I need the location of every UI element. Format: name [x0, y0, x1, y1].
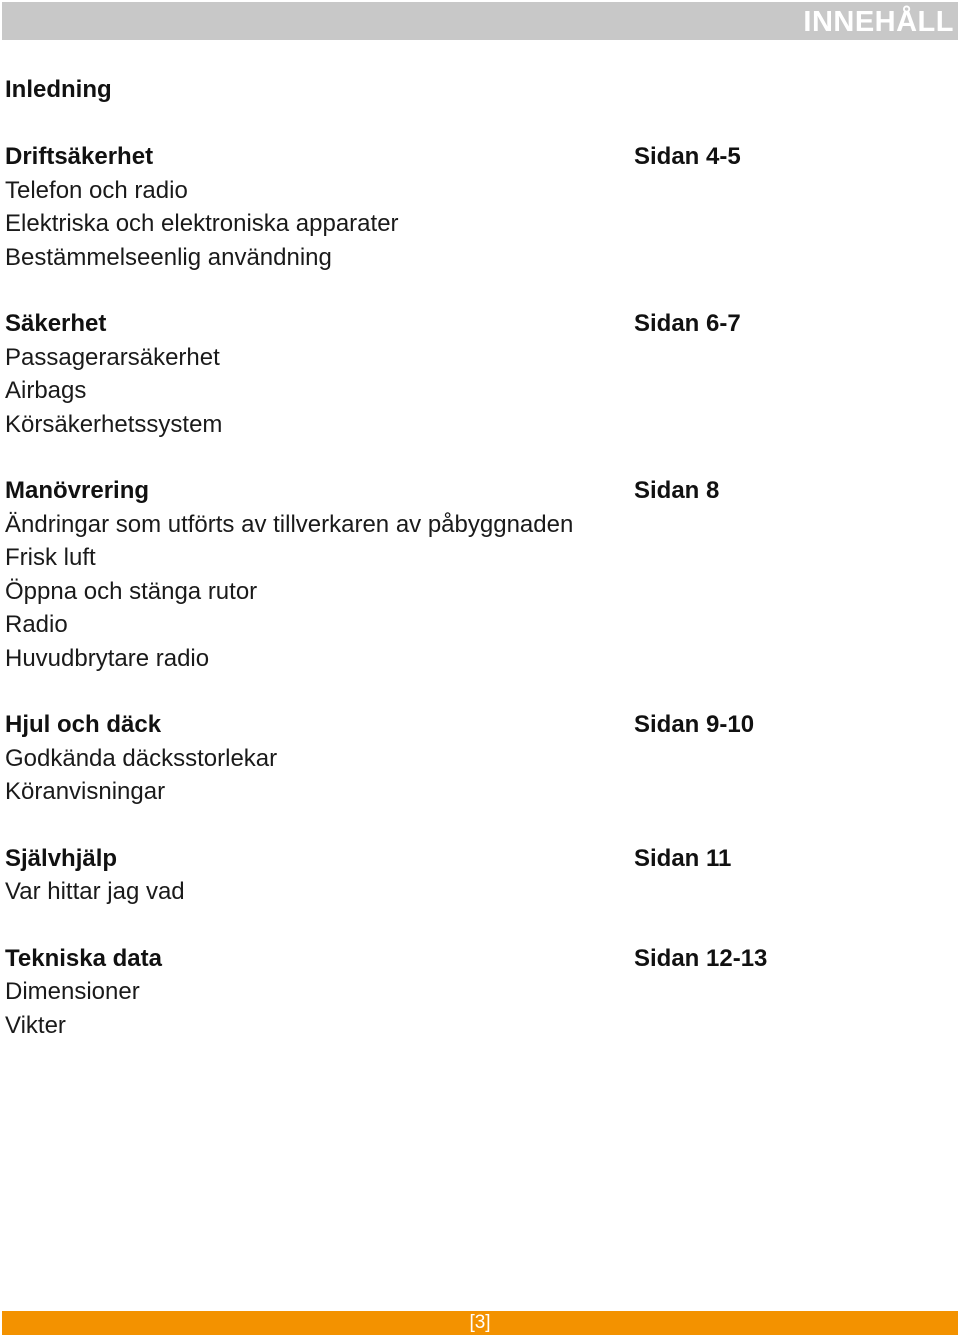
- toc-item[interactable]: Öppna och stänga rutor: [5, 577, 258, 605]
- toc-item[interactable]: Passagerarsäkerhet: [5, 343, 220, 371]
- section-heading: Tekniska data: [5, 944, 162, 972]
- page-reference: Sidan 11: [634, 844, 732, 872]
- table-of-contents: [5, 140, 905, 1075]
- toc-item[interactable]: Frisk luft: [5, 544, 96, 571]
- section-heading: Driftsäkerhet: [5, 143, 154, 170]
- toc-item[interactable]: Telefon och radio: [5, 176, 188, 204]
- toc-section-driftsakerhet: [5, 140, 905, 274]
- page-reference: Sidan 8: [634, 477, 720, 504]
- page-reference: Sidan 9-10: [634, 711, 755, 738]
- toc-item[interactable]: Var hittar jag vad: [5, 878, 185, 905]
- toc-item[interactable]: Godkända däcksstorlekar: [5, 744, 278, 772]
- toc-heading-row[interactable]: [5, 474, 905, 508]
- page-reference: Sidan 4-5: [634, 143, 741, 170]
- toc-item[interactable]: Dimensioner: [5, 978, 140, 1005]
- section-heading: Hjul och däck: [5, 711, 162, 738]
- toc-item[interactable]: Ändringar som utförts av tillverkaren av påbyggnaden: [5, 510, 574, 538]
- toc-section-hjul-och-dack: [5, 708, 905, 809]
- page-reference: Sidan 6-7: [634, 310, 741, 337]
- toc-item[interactable]: Radio: [5, 611, 68, 638]
- toc-section-sakerhet: [5, 307, 905, 441]
- toc-item[interactable]: Huvudbrytare radio: [5, 644, 210, 672]
- toc-heading-row[interactable]: [5, 942, 905, 976]
- section-heading: Säkerhet: [5, 310, 107, 337]
- toc-heading-row[interactable]: [5, 140, 905, 174]
- toc-heading-row[interactable]: [5, 842, 905, 876]
- toc-heading-row[interactable]: [5, 307, 905, 341]
- toc-item[interactable]: Vikter: [5, 1011, 66, 1039]
- toc-item[interactable]: Köranvisningar: [5, 778, 166, 805]
- page-title: INNEHÅLL: [803, 6, 954, 38]
- toc-section-tekniska-data: [5, 942, 905, 1043]
- toc-section-sjalvhjalp: [5, 842, 905, 909]
- toc-item[interactable]: Bestämmelseenlig användning: [5, 243, 332, 271]
- page-number: [3]: [469, 1312, 491, 1333]
- section-heading: Manövrering: [5, 477, 150, 504]
- toc-item[interactable]: Elektriska och elektroniska apparater: [5, 210, 399, 237]
- header-bar: [2, 2, 958, 40]
- toc-heading-row[interactable]: [5, 708, 905, 742]
- toc-item[interactable]: Körsäkerhetssystem: [5, 410, 223, 438]
- intro-heading: Inledning: [5, 76, 112, 103]
- page-reference: Sidan 12-13: [634, 944, 768, 972]
- section-heading: Självhjälp: [5, 844, 118, 872]
- toc-section-manovrering: [5, 474, 905, 675]
- toc-item[interactable]: Airbags: [5, 377, 87, 404]
